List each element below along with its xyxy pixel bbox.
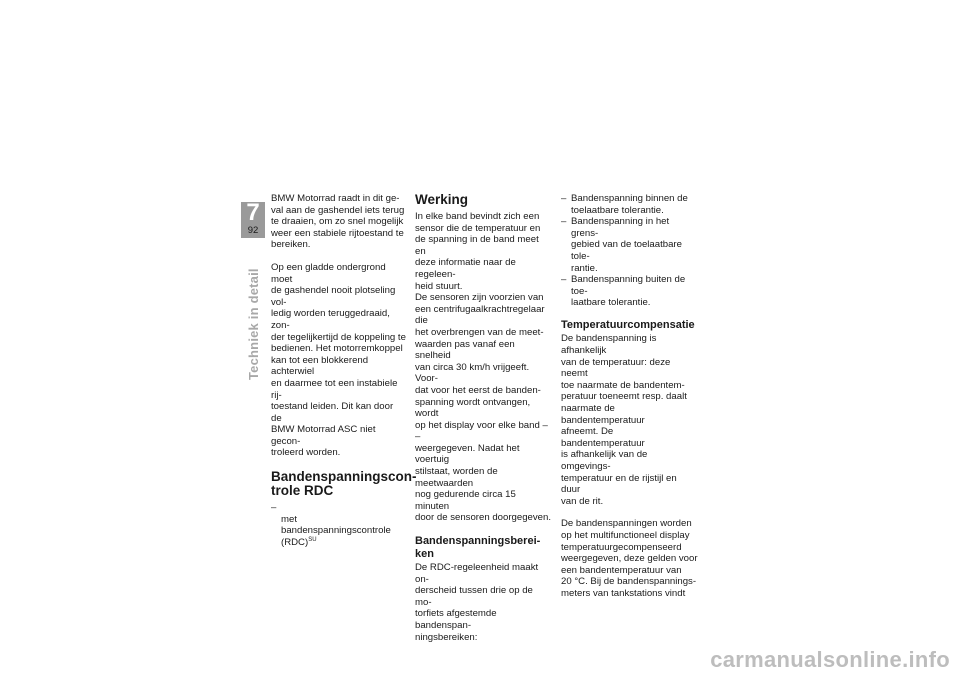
paragraph-gashendel: BMW Motorrad raadt in dit ge- val aan de gashendel iets terug te draaien, om zo snel mogelijk weer een stabiele rijtoestand te bereiken. <box>271 193 405 251</box>
list-item-rdc <box>271 502 406 548</box>
paragraph-temperatuur: De bandenspanning is afhankelijk van de temperatuur: deze neemt toe naarmate de bandentem- peratuur toeneemt resp. daalt naarmate de bandentemperatuur afneemt. De bandentemperatuur is afhankelijk van de omgevings- temperatuur en de rijstijl en duur van de rit. <box>561 333 687 507</box>
list-item <box>561 216 698 274</box>
list-item-text: Bandenspanning binnen de toelaatbare tolerantie. <box>571 193 688 216</box>
text-column-1 <box>271 193 417 548</box>
list-item-text: met bandenspanningscontrole (RDC) <box>281 513 391 548</box>
chapter-tab <box>241 199 265 238</box>
list-item <box>561 274 698 309</box>
paragraph-centrifugaal: De sensoren zijn voorzien van een centrifugaalkrachtregelaar die het overbrengen van de meet- waarden pas vanaf een snelheid van circa 30 km/h vrijgeeft. Voor- dat voor het eerst de banden- spanning wordt ontvangen, wordt op het display voor elke band – – weergegeven. Nadat het voertuig stilstaat, worden de meetwaarden nog gedurende circa 15 minuten door de sensoren doorgegeven. <box>415 292 552 524</box>
paragraph-multifunctioneel-display: De bandenspanningen worden op het multifunctioneel display temperatuurgecompenseerd weergegeven, deze gelden voor een bandentemperatuur van 20 °C. Bij de bandenspannings- meters van tankstations vindt <box>561 518 698 599</box>
dash-bullet: – <box>561 274 567 286</box>
list-item <box>561 193 698 216</box>
list-item-text: Bandenspanning in het grens- gebied van de toelaatbare tole- rantie. <box>571 216 682 274</box>
heading-temperatuurcompensatie: Temperatuurcompensatie <box>561 318 695 331</box>
chapter-number: 7 <box>246 199 260 226</box>
list-item-text: Bandenspanning buiten de toe- laatbare tolerantie. <box>571 274 686 309</box>
watermark: carmanualsonline.info <box>710 647 950 672</box>
paragraph-rdc-regeleenheid: De RDC-regeleenheid maakt on- derscheid tussen drie op de mo- torfiets afgestemde bandenspan- ningsbereiken: <box>415 562 539 643</box>
paragraph-gladde-ondergrond: Op een gladde ondergrond moet de gashendel nooit plotseling vol- ledig worden teruggedraaid, zon- der tegelijkertijd de koppeling te bedienen. Het motorremkoppel kan tot een blokkerend achterwiel en daarmee tot een instabiele rij- toestand leiden. Dit kan door de BMW Motorrad ASC niet gecon- troleerd worden. <box>271 261 406 459</box>
heading-bandenspanningsbereiken: Bandenspanningsberei- ken <box>415 535 541 560</box>
equipment-superscript: SU <box>308 536 317 543</box>
page-number: 92 <box>247 225 259 236</box>
dash-bullet: – <box>561 216 567 228</box>
section-title-vertical: Techniek in detail <box>246 268 261 380</box>
heading-werking: Werking <box>415 192 469 207</box>
heading-bandenspanningscontrole: Bandenspanningscon- trole RDC <box>271 469 417 499</box>
text-column-2 <box>415 193 551 654</box>
dash-bullet: – <box>271 502 277 514</box>
dash-bullet: – <box>561 193 567 204</box>
paragraph-sensor: In elke band bevindt zich een sensor die de temperatuur en de spanning in de band meet en deze informatie naar de regeleen- heid stuurt. <box>415 211 541 292</box>
text-column-3 <box>561 193 698 611</box>
